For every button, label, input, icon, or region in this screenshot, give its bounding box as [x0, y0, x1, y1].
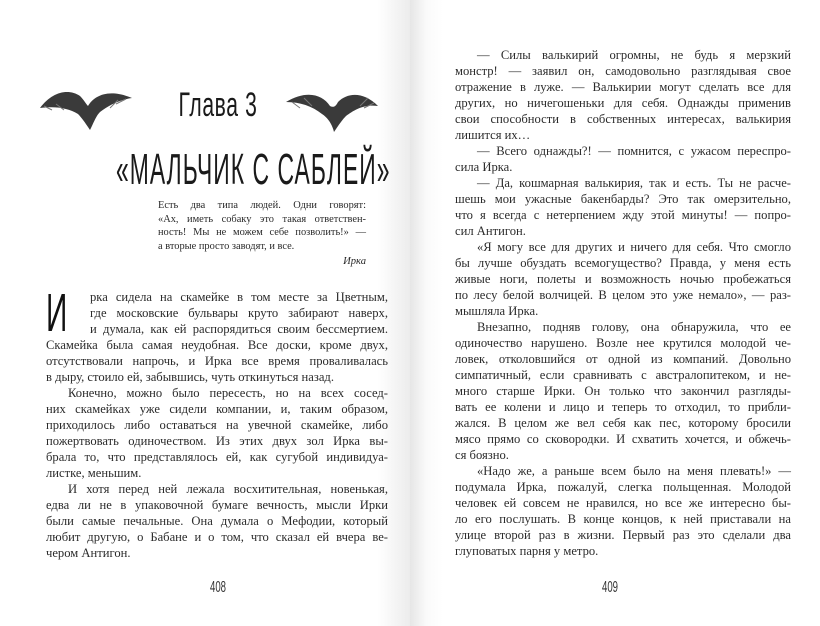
text-line: много старше Ирки. Он только что закончил разгляды-: [455, 384, 791, 398]
text-line: И хотя перед ней лежала восхитительная, новенькая,: [68, 482, 388, 496]
text-line: рка сидела на скамейке в том месте за Цветным,: [90, 290, 388, 304]
text-line: что я всегда с нетерпением жду этой минуты! — попро-: [455, 208, 791, 222]
text-line: свои способности в собственных интересах, валькирия: [455, 112, 791, 126]
text-line: жался. В целом же вел себя как пес, которому бросили: [455, 416, 791, 430]
epigraph-line: ность! Мы не можем себе позволить!» —: [158, 227, 366, 238]
text-line: живые ноги, полеты и возможность ночью пробежаться: [455, 272, 791, 286]
text-line: листке, меньшим.: [46, 466, 142, 480]
dragon-illustration-left: [38, 82, 134, 132]
text-line: ся боязно.: [455, 448, 509, 462]
text-line: в дыру, стоило ей, забывшись, чуть откинуться назад.: [46, 370, 334, 384]
text-line: чером Антигон.: [46, 546, 131, 560]
text-line: ло его послушать. В конце концов, к ней приставали на: [455, 512, 791, 526]
text-line: глуповатых парня у метро.: [455, 544, 599, 558]
text-line: Скамейка была самая неудобная. Все доски, кроме двух,: [46, 338, 388, 352]
dragon-illustration-right: [284, 84, 380, 134]
text-line: бы лучше обуздать всемогущество? Правда, у меня есть: [455, 256, 791, 270]
text-line: где московские бульвары круто забирают наверх,: [90, 306, 388, 320]
text-line: ловек, отколовшийся от одной из компаний. Довольно: [455, 352, 791, 366]
text-line: Внезапно, подняв голову, она обнаружила, что ее: [477, 320, 791, 334]
text-line: мышляла Ирка.: [455, 304, 539, 318]
text-line: мясо прямо со сковородки. И схватить хочется, и обжечь-: [455, 432, 791, 446]
text-line: Конечно, можно было пересесть, но на всех сосед-: [68, 386, 388, 400]
text-line: сила Ирка.: [455, 160, 513, 174]
epigraph-line: Есть два типа людей. Одни говорят:: [158, 200, 366, 211]
text-line: отражение в луже. — Валькирии могут сделать все для: [455, 80, 791, 94]
text-line: и думала, как ей распорядиться своим бессмертием.: [90, 322, 388, 336]
drop-cap: И: [46, 283, 68, 343]
epigraph-author: Ирка: [343, 256, 366, 267]
text-line: сил Антигон.: [455, 224, 526, 238]
text-line: — Да, кошмарная валькирия, так и есть. Ты не расче-: [477, 176, 791, 190]
text-line: подумала Ирка, пожалуй, слегка польщенная. Молодой: [455, 480, 791, 494]
epigraph-line: а вторые просто заводят, и все.: [158, 240, 295, 252]
chapter-title: «МАЛЬЧИК С САБЛЕЙ»: [116, 145, 391, 194]
text-line: человек ей совсем не нравился, но все же интересно бы-: [455, 496, 791, 510]
text-line: лишится их…: [455, 128, 531, 142]
text-line: одиночество нарушено. Возле нее крутился молодой че-: [455, 336, 791, 350]
text-line: других, но ничегошеньки для себя. Однажды применив: [455, 96, 791, 110]
text-line: шешь мои ужасные бакенбарды? Это так омерзительно,: [455, 192, 791, 206]
text-line: «Я могу все для других и ничего для себя. Что смогло: [477, 240, 791, 254]
text-line: едва ли не в упаковочной бумаге вечность, мысли Ирки: [46, 498, 388, 512]
page-number-left: 408: [209, 579, 227, 596]
text-line: вать ее колени и лицо и теперь то отходил, то прибли-: [455, 400, 791, 414]
chapter-label: Глава 3: [178, 86, 258, 124]
text-line: «Надо же, а раньше всем было на меня плевать!» —: [477, 464, 791, 478]
text-line: любит другую, о Бабане и о том, что сказал ей вчера ве-: [46, 530, 388, 544]
text-line: пожертвовать одиночеством. Из этих двух зол Ирка вы-: [46, 434, 388, 448]
epigraph-line: «Ах, иметь собаку это такая ответствен-: [158, 213, 366, 225]
text-line: по лесу белой волчицей. В целом это уже немало», — раз-: [455, 288, 791, 302]
text-line: улице второй раз в жизни. Первый раз это сделали два: [455, 528, 791, 542]
page-number-right: 409: [601, 579, 619, 596]
text-line: — Всего однажды?! — помнится, с ужасом переспро-: [477, 144, 791, 158]
text-line: отсутствовали напрочь, и Ирка все время проваливалась: [46, 354, 388, 368]
text-line: брала то, что представлялось ей, как сугубой индивидуа-: [46, 450, 388, 464]
text-line: были самые печальные. Она думала о Мефодии, который: [46, 514, 388, 528]
right-page: [410, 0, 820, 626]
text-line: приходилось либо оставаться на увечной скамейке, либо: [46, 418, 388, 432]
text-line: симпатичный, если сравнивать с австралопитеком, и не-: [455, 368, 791, 382]
text-line: — Силы валькирий огромны, не будь я мерзкий: [477, 48, 791, 62]
text-line: монстр! — заявил он, самодовольно разглядывая свое: [455, 64, 791, 78]
text-line: них скамейках уже сидели компании, и, таким образом,: [46, 402, 388, 416]
